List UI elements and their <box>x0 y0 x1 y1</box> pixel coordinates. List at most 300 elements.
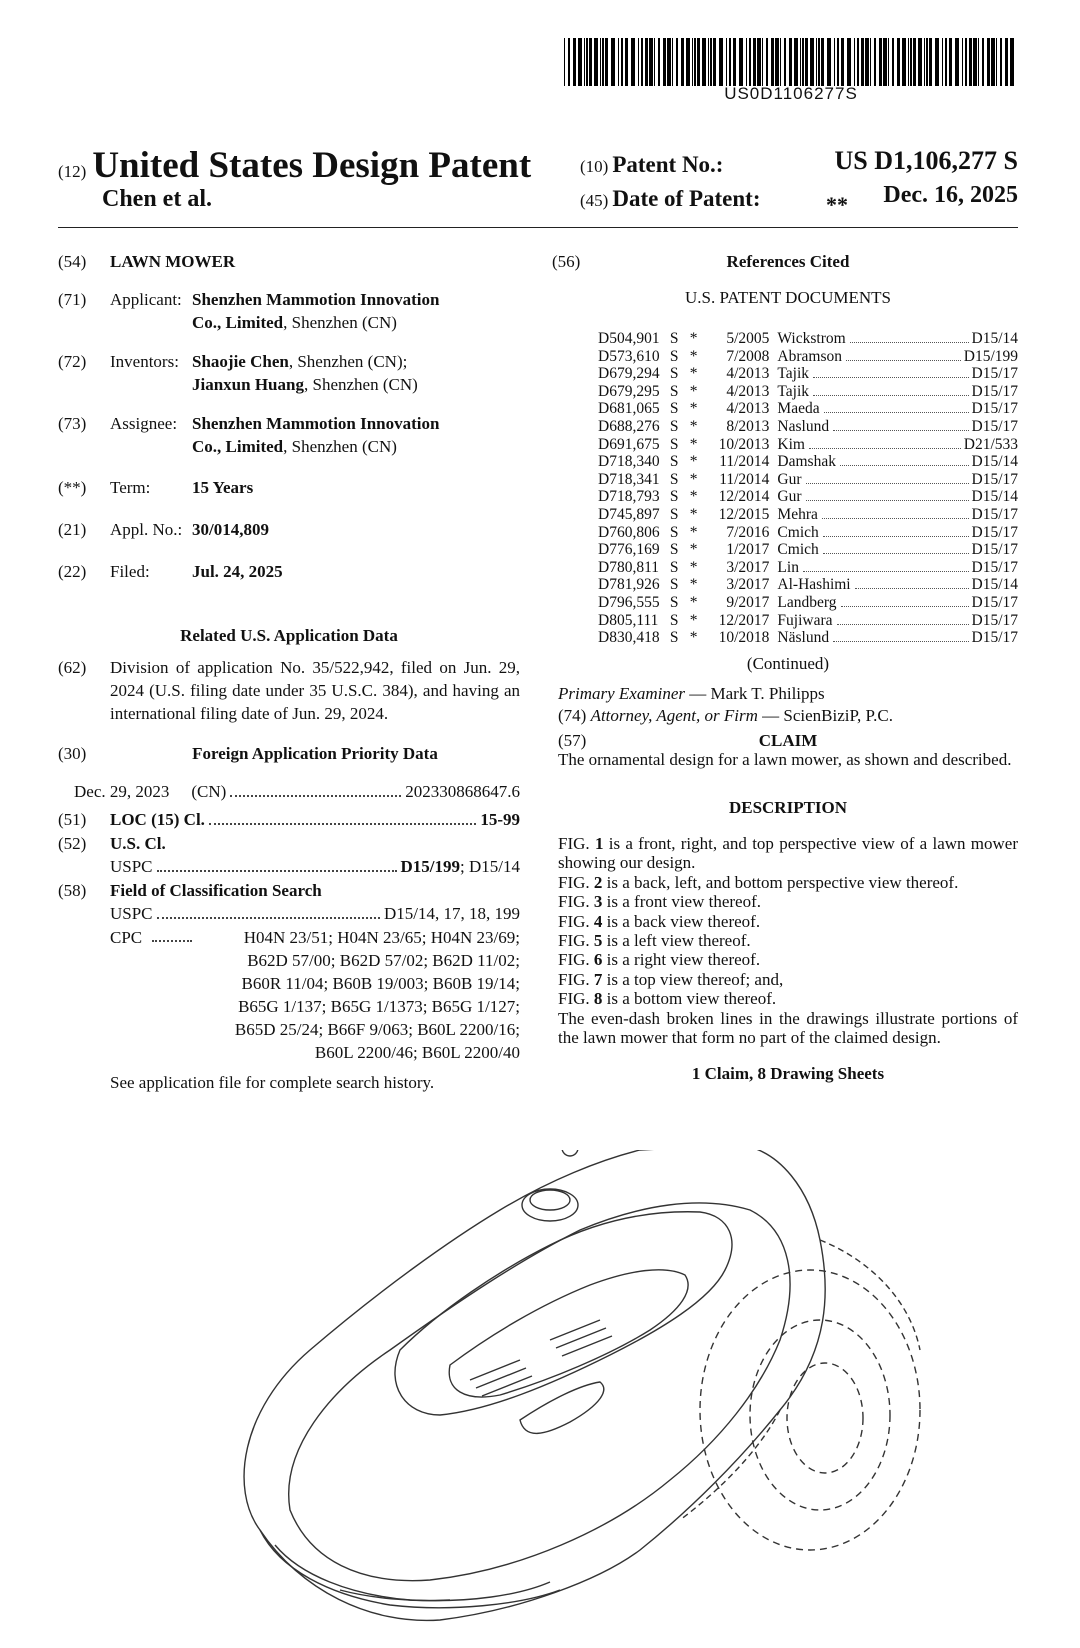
barcode-bar <box>641 38 643 86</box>
field-code: (57) <box>558 731 587 750</box>
cpc-line: B62D 57/00; B62D 57/02; B62D 11/02; <box>247 951 520 970</box>
applicant-name: Shenzhen Mammotion Innovation <box>192 290 440 309</box>
reference-class: D15/14 <box>971 330 1018 347</box>
term-value: 15 Years <box>192 478 254 497</box>
barcode-bar <box>568 38 570 86</box>
barcode-bar <box>892 38 894 86</box>
reference-number: D718,340 <box>598 453 660 471</box>
barcode-bar <box>719 38 723 86</box>
reference-row <box>598 365 1018 383</box>
barcode-bar <box>713 38 716 86</box>
barcode-bar <box>996 38 997 86</box>
barcode <box>564 38 1018 86</box>
barcode-bar <box>681 38 684 86</box>
cpc-line: B60L 2200/46; B60L 2200/40 <box>314 1043 520 1062</box>
continued-note: (Continued) <box>746 654 830 673</box>
reference-number: D805,111 <box>598 611 659 629</box>
barcode-bar <box>766 38 768 86</box>
patent-no-code: (10) <box>580 157 609 176</box>
reference-class: D15/17 <box>971 593 1018 611</box>
field-label: Field of Classification Search <box>110 881 322 900</box>
reference-date: 12/2014 <box>718 488 770 506</box>
reference-number: D679,295 <box>598 382 660 400</box>
field-code: (62) <box>58 658 87 677</box>
reference-date: 10/2018 <box>718 629 770 647</box>
reference-number: D830,418 <box>598 629 660 647</box>
reference-inventor: Gur <box>777 488 802 506</box>
barcode-bar <box>784 38 786 86</box>
reference-row <box>598 559 1018 577</box>
reference-number: D796,555 <box>598 593 660 611</box>
patent-no-label: Patent No.: <box>612 152 724 177</box>
cpc-line: B60R 11/04; B60B 19/003; B60B 19/14; <box>241 974 520 993</box>
field-code: (**) <box>58 478 87 497</box>
barcode-bar <box>973 38 977 86</box>
reference-row <box>598 348 1018 366</box>
reference-inventor: Fujiwara <box>777 611 833 629</box>
barcode-bar <box>991 38 995 86</box>
field-code: (74) <box>558 706 587 725</box>
barcode-bar <box>874 38 876 86</box>
barcode-bar <box>837 38 839 86</box>
assignee-location: , Shenzhen (CN) <box>283 437 397 456</box>
claims-sheets-count: 1 Claim, 8 Drawing Sheets <box>691 1064 885 1083</box>
reference-kind: S <box>669 611 679 629</box>
reference-inventor: Näslund <box>777 629 830 647</box>
field-code: (22) <box>58 562 87 581</box>
reference-row <box>598 612 1018 630</box>
inventor-name: Jianxun Huang <box>192 375 304 394</box>
reference-kind: S <box>669 629 679 647</box>
barcode-bar <box>600 38 601 86</box>
uspc-search-value: D15/14, 17, 18, 199 <box>384 904 520 923</box>
barcode-bar <box>841 38 844 86</box>
barcode-bar <box>802 38 804 86</box>
reference-kind: S <box>669 453 679 471</box>
reference-number: D688,276 <box>598 417 660 435</box>
barcode-bar <box>757 38 761 86</box>
reference-inventor: Naslund <box>777 417 830 435</box>
invention-title: LAWN MOWER <box>110 252 236 271</box>
cpc-line: H04N 23/51; H04N 23/65; H04N 23/69; <box>243 928 520 947</box>
attorney-line <box>558 704 893 727</box>
examiner-name: — Mark T. Philipps <box>685 684 825 703</box>
field-code: (73) <box>58 414 87 433</box>
authors: Chen et al. <box>102 186 212 212</box>
field-code: (58) <box>58 881 87 900</box>
barcode-bar <box>847 38 851 86</box>
reference-star: * <box>689 558 698 576</box>
figure-description: FIG. 4 is a back view thereof. <box>558 911 761 931</box>
uspc-primary: D15/199 <box>400 857 461 876</box>
reference-date: 12/2015 <box>718 505 770 523</box>
reference-class: D15/17 <box>971 523 1018 541</box>
barcode-bar <box>1005 38 1008 86</box>
barcode-bar <box>729 38 731 86</box>
figure-description: FIG. 1 is a front, right, and top perspective view of a lawn mower showing our design. <box>558 834 1018 873</box>
reference-row <box>598 453 1018 471</box>
reference-date: 3/2017 <box>726 576 770 594</box>
field-code: (52) <box>58 834 87 853</box>
broken-lines-note: The even-dash broken lines in the drawings illustrate portions of the lawn mower that form no part of the claimed design. <box>558 1008 1018 1048</box>
barcode-bar <box>924 38 925 86</box>
reference-class: D15/17 <box>971 558 1018 576</box>
barcode-bar <box>676 38 678 86</box>
barcode-bar <box>708 38 709 86</box>
reference-number: D718,341 <box>598 470 660 488</box>
barcode-bar <box>865 38 869 86</box>
barcode-bar <box>578 38 582 86</box>
barcode-bar <box>962 38 963 86</box>
barcode-bar <box>710 38 712 86</box>
barcode-bar <box>780 38 781 86</box>
header-rule <box>58 227 1018 228</box>
barcode-bar <box>602 38 604 86</box>
reference-star: * <box>689 417 698 435</box>
barcode-bar <box>686 38 690 86</box>
reference-star: * <box>689 629 698 647</box>
antenna-mount <box>562 1150 578 1156</box>
cpc-line: B65D 25/24; B66F 9/063; B60L 2200/16; <box>234 1020 520 1039</box>
reference-number: D760,806 <box>598 523 660 541</box>
reference-date: 3/2017 <box>726 558 770 576</box>
reference-inventor: Tajik <box>777 365 810 383</box>
barcode-bar <box>621 38 623 86</box>
barcode-bar <box>739 38 743 86</box>
barcode-bar <box>594 38 598 86</box>
foreign-priority-entry <box>74 780 520 803</box>
attorney-name: — ScienBiziP, P.C. <box>757 706 893 725</box>
reference-inventor: Abramson <box>777 347 842 365</box>
barcode-bar <box>854 38 855 86</box>
barcode-bar <box>726 38 727 86</box>
barcode-bar <box>969 38 972 86</box>
figure-description: FIG. 7 is a top view thereof; and, <box>558 969 784 989</box>
cpc-line: B65G 1/137; B65G 1/1373; B65G 1/127; <box>238 997 520 1016</box>
reference-class: D21/533 <box>963 435 1018 453</box>
reference-class: D15/14 <box>971 576 1018 594</box>
reference-kind: S <box>669 576 679 594</box>
reference-row <box>598 330 1018 348</box>
barcode-bar <box>589 38 592 86</box>
barcode-bar <box>810 38 814 86</box>
barcode-bar <box>955 38 959 86</box>
reference-number: D681,065 <box>598 400 660 418</box>
front-bumper <box>260 1530 560 1608</box>
reference-star: * <box>689 576 698 594</box>
barcode-bar <box>910 38 912 86</box>
barcode-bar <box>982 38 984 86</box>
patent-number: US D1,106,277 S <box>834 146 1018 175</box>
barcode-bar <box>692 38 693 86</box>
barcode-bar <box>663 38 666 86</box>
attorney-label: Attorney, Agent, or Firm <box>590 706 758 725</box>
reference-number: D780,811 <box>598 558 659 576</box>
applicant-location: , Shenzhen (CN) <box>283 313 397 332</box>
reference-class: D15/17 <box>971 505 1018 523</box>
reference-number: D691,675 <box>598 435 660 453</box>
uspc-secondary: ; D15/14 <box>460 857 520 876</box>
lawn-mower-drawing <box>220 1150 1000 1630</box>
reference-date: 5/2005 <box>726 330 770 347</box>
reference-date: 4/2013 <box>726 382 770 400</box>
assignee-name: Co., Limited <box>192 437 284 456</box>
priority-country: (CN) <box>191 782 227 801</box>
reference-inventor: Mehra <box>777 505 818 523</box>
barcode-bar <box>1010 38 1014 86</box>
reference-inventor: Landberg <box>777 593 837 611</box>
barcode-bar <box>908 38 909 86</box>
reference-kind: S <box>669 488 679 506</box>
reference-number: D745,897 <box>598 505 660 523</box>
barcode-bar <box>611 38 615 86</box>
reference-date: 7/2016 <box>726 523 770 541</box>
reference-date: 10/2013 <box>718 435 770 453</box>
reference-number: D776,169 <box>598 541 660 559</box>
date-label: Date of Patent: <box>612 186 761 211</box>
rear-wheel-rim <box>787 1363 863 1473</box>
barcode-number: US0D1106277S <box>724 84 858 103</box>
reference-star: * <box>689 330 698 347</box>
reference-number: D573,610 <box>598 347 660 365</box>
barcode-bar <box>978 38 979 86</box>
reference-inventor: Kim <box>777 435 805 453</box>
reference-star: * <box>689 400 698 418</box>
barcode-bar <box>987 38 990 86</box>
reference-date: 1/2017 <box>726 541 770 559</box>
foreign-priority-heading: Foreign Application Priority Data <box>192 744 438 763</box>
reference-date: 4/2013 <box>726 400 770 418</box>
loc-value: 15-99 <box>480 810 520 829</box>
barcode-bar <box>631 38 635 86</box>
barcode-bar <box>870 38 871 86</box>
reference-class: D15/14 <box>971 453 1018 471</box>
figure-descriptions <box>558 834 1018 1047</box>
field-label: Applicant: <box>110 290 182 309</box>
reference-star: * <box>689 611 698 629</box>
barcode-bar <box>573 38 576 86</box>
reference-date: 11/2014 <box>719 453 770 471</box>
reference-star: * <box>689 470 698 488</box>
barcode-bar <box>883 38 887 86</box>
reference-star: * <box>689 541 698 559</box>
division-text: Division of application No. 35/522,942, filed on Jun. 29, 2024 (U.S. filing date under 35 U.S.C. 384), and having an international filing date of Jun. 29, 2024. <box>110 658 520 723</box>
barcode-bar <box>625 38 628 86</box>
barcode-bar <box>913 38 916 86</box>
reference-number: D679,294 <box>598 365 660 383</box>
reference-star: * <box>689 347 698 365</box>
barcode-bar <box>816 38 817 86</box>
barcode-bar <box>605 38 608 86</box>
reference-inventor: Lin <box>777 558 799 576</box>
reference-number: D781,926 <box>598 576 660 594</box>
field-label: Inventors: <box>110 352 179 371</box>
application-number: 30/014,809 <box>192 520 269 539</box>
inventor-location: , Shenzhen (CN); <box>288 352 408 371</box>
examiner-line <box>558 682 825 705</box>
reference-kind: S <box>669 541 679 559</box>
barcode-bar <box>935 38 939 86</box>
reference-class: D15/17 <box>971 541 1018 559</box>
barcode-bar <box>638 38 639 86</box>
reference-date: 11/2014 <box>719 470 770 488</box>
reference-kind: S <box>669 400 679 418</box>
references-table <box>598 330 1018 647</box>
reference-date: 4/2013 <box>726 365 770 383</box>
barcode-bar <box>942 38 943 86</box>
applicant-name: Co., Limited <box>192 313 284 332</box>
reference-inventor: Tajik <box>777 382 810 400</box>
barcode-bar <box>694 38 696 86</box>
barcode-bar <box>775 38 779 86</box>
barcode-bar <box>771 38 774 86</box>
reference-row <box>598 541 1018 559</box>
reference-row <box>598 524 1018 542</box>
search-history-note: See application file for complete search history. <box>110 1073 435 1092</box>
figure-description: FIG. 6 is a right view thereof. <box>558 950 761 970</box>
reference-inventor: Cmich <box>777 541 819 559</box>
barcode-bar <box>753 38 756 86</box>
barcode-bar <box>586 38 588 86</box>
reference-class: D15/14 <box>971 488 1018 506</box>
reference-number: D718,793 <box>598 488 660 506</box>
barcode-bar <box>929 38 932 86</box>
barcode-bar <box>918 38 922 86</box>
uspc-label: USPC <box>110 857 153 876</box>
reference-row <box>598 506 1018 524</box>
reference-number: D504,901 <box>598 330 660 347</box>
barcode-bar <box>965 38 967 86</box>
title-text: United States Design Patent <box>92 145 532 186</box>
barcode-bar <box>821 38 824 86</box>
barcode-bar <box>618 38 619 86</box>
barcode-bar <box>564 38 565 86</box>
reference-inventor: Damshak <box>777 453 836 471</box>
field-label: Assignee: <box>110 414 178 433</box>
claim-heading: CLAIM <box>758 731 818 750</box>
priority-date: Dec. 29, 2023 <box>74 782 170 801</box>
reference-class: D15/17 <box>971 400 1018 418</box>
cpc-label: CPC <box>110 928 143 947</box>
control-knob <box>522 1189 578 1221</box>
references-heading: References Cited <box>726 252 850 271</box>
barcode-bar <box>818 38 820 86</box>
deck-panel <box>449 1270 688 1397</box>
reference-row <box>598 400 1018 418</box>
reference-class: D15/17 <box>971 470 1018 488</box>
reference-kind: S <box>669 523 679 541</box>
reference-star: * <box>689 435 698 453</box>
assignee-name: Shenzhen Mammotion Innovation <box>192 414 440 433</box>
reference-date: 8/2013 <box>726 417 770 435</box>
figure-description: FIG. 3 is a front view thereof. <box>558 892 762 912</box>
reference-row <box>598 576 1018 594</box>
field-label: Appl. No.: <box>110 520 183 539</box>
date-row <box>580 182 1018 217</box>
barcode-bar <box>697 38 700 86</box>
barcode-bar <box>654 38 655 86</box>
field-code: (72) <box>58 352 87 371</box>
date-stars: ** <box>826 192 848 217</box>
reference-star: * <box>689 488 698 506</box>
barcode-bar <box>949 38 952 86</box>
field-code: (71) <box>58 290 87 309</box>
top-deck <box>395 1212 732 1415</box>
barcode-bar <box>658 38 660 86</box>
reference-kind: S <box>669 417 679 435</box>
barcode-bar <box>861 38 864 86</box>
reference-class: D15/17 <box>971 417 1018 435</box>
field-code: (51) <box>58 810 87 829</box>
reference-inventor: Gur <box>777 470 802 488</box>
barcode-bar <box>762 38 763 86</box>
reference-class: D15/199 <box>963 347 1018 365</box>
reference-row <box>598 594 1018 612</box>
field-label: U.S. Cl. <box>110 834 166 853</box>
reference-class: D15/17 <box>971 365 1018 383</box>
barcode-bar <box>789 38 792 86</box>
reference-row <box>598 471 1018 489</box>
barcode-bar <box>800 38 801 86</box>
barcode-bar <box>834 38 835 86</box>
reference-row <box>598 436 1018 454</box>
field-code: (21) <box>58 520 87 539</box>
reference-star: * <box>689 382 698 400</box>
references-subheading: U.S. PATENT DOCUMENTS <box>685 288 891 307</box>
cpc-block <box>110 926 520 1064</box>
kind-code: (12) <box>58 162 87 181</box>
reference-inventor: Wickstrom <box>777 330 846 347</box>
field-code: (30) <box>58 744 87 763</box>
reference-date: 9/2017 <box>726 593 770 611</box>
reference-kind: S <box>669 365 679 383</box>
barcode-bar <box>805 38 808 86</box>
barcode-bar <box>746 38 747 86</box>
reference-row <box>598 383 1018 401</box>
barcode-bar <box>667 38 671 86</box>
field-label: Filed: <box>110 562 150 581</box>
reference-row <box>598 418 1018 436</box>
reference-date: 12/2017 <box>718 611 770 629</box>
barcode-bar <box>794 38 798 86</box>
reference-date: 7/2008 <box>726 347 770 365</box>
reference-row <box>598 488 1018 506</box>
figure-description: FIG. 8 is a bottom view thereof. <box>558 989 777 1009</box>
reference-kind: S <box>669 435 679 453</box>
barcode-bar <box>702 38 706 86</box>
barcode-bar <box>945 38 947 86</box>
examiner-label: Primary Examiner <box>558 684 686 703</box>
claim-text: The ornamental design for a lawn mower, as shown and described. <box>558 750 1012 769</box>
reference-star: * <box>689 453 698 471</box>
reference-class: D15/17 <box>971 382 1018 400</box>
barcode-bar <box>672 38 673 86</box>
barcode-bar <box>926 38 928 86</box>
inventor-location: , Shenzhen (CN) <box>303 375 418 394</box>
reference-star: * <box>689 365 698 383</box>
figure-description: FIG. 2 is a back, left, and bottom perspective view thereof. <box>558 872 959 892</box>
reference-star: * <box>689 523 698 541</box>
reference-kind: S <box>669 505 679 523</box>
rear-wheel-hub <box>750 1320 890 1510</box>
reference-row <box>598 629 1018 647</box>
reference-star: * <box>689 505 698 523</box>
barcode-bar <box>902 38 906 86</box>
field-label: LOC (15) Cl. <box>110 810 205 829</box>
document-title <box>58 144 531 187</box>
inventor-name: Shaojie Chen <box>192 352 289 371</box>
reference-kind: S <box>669 558 679 576</box>
